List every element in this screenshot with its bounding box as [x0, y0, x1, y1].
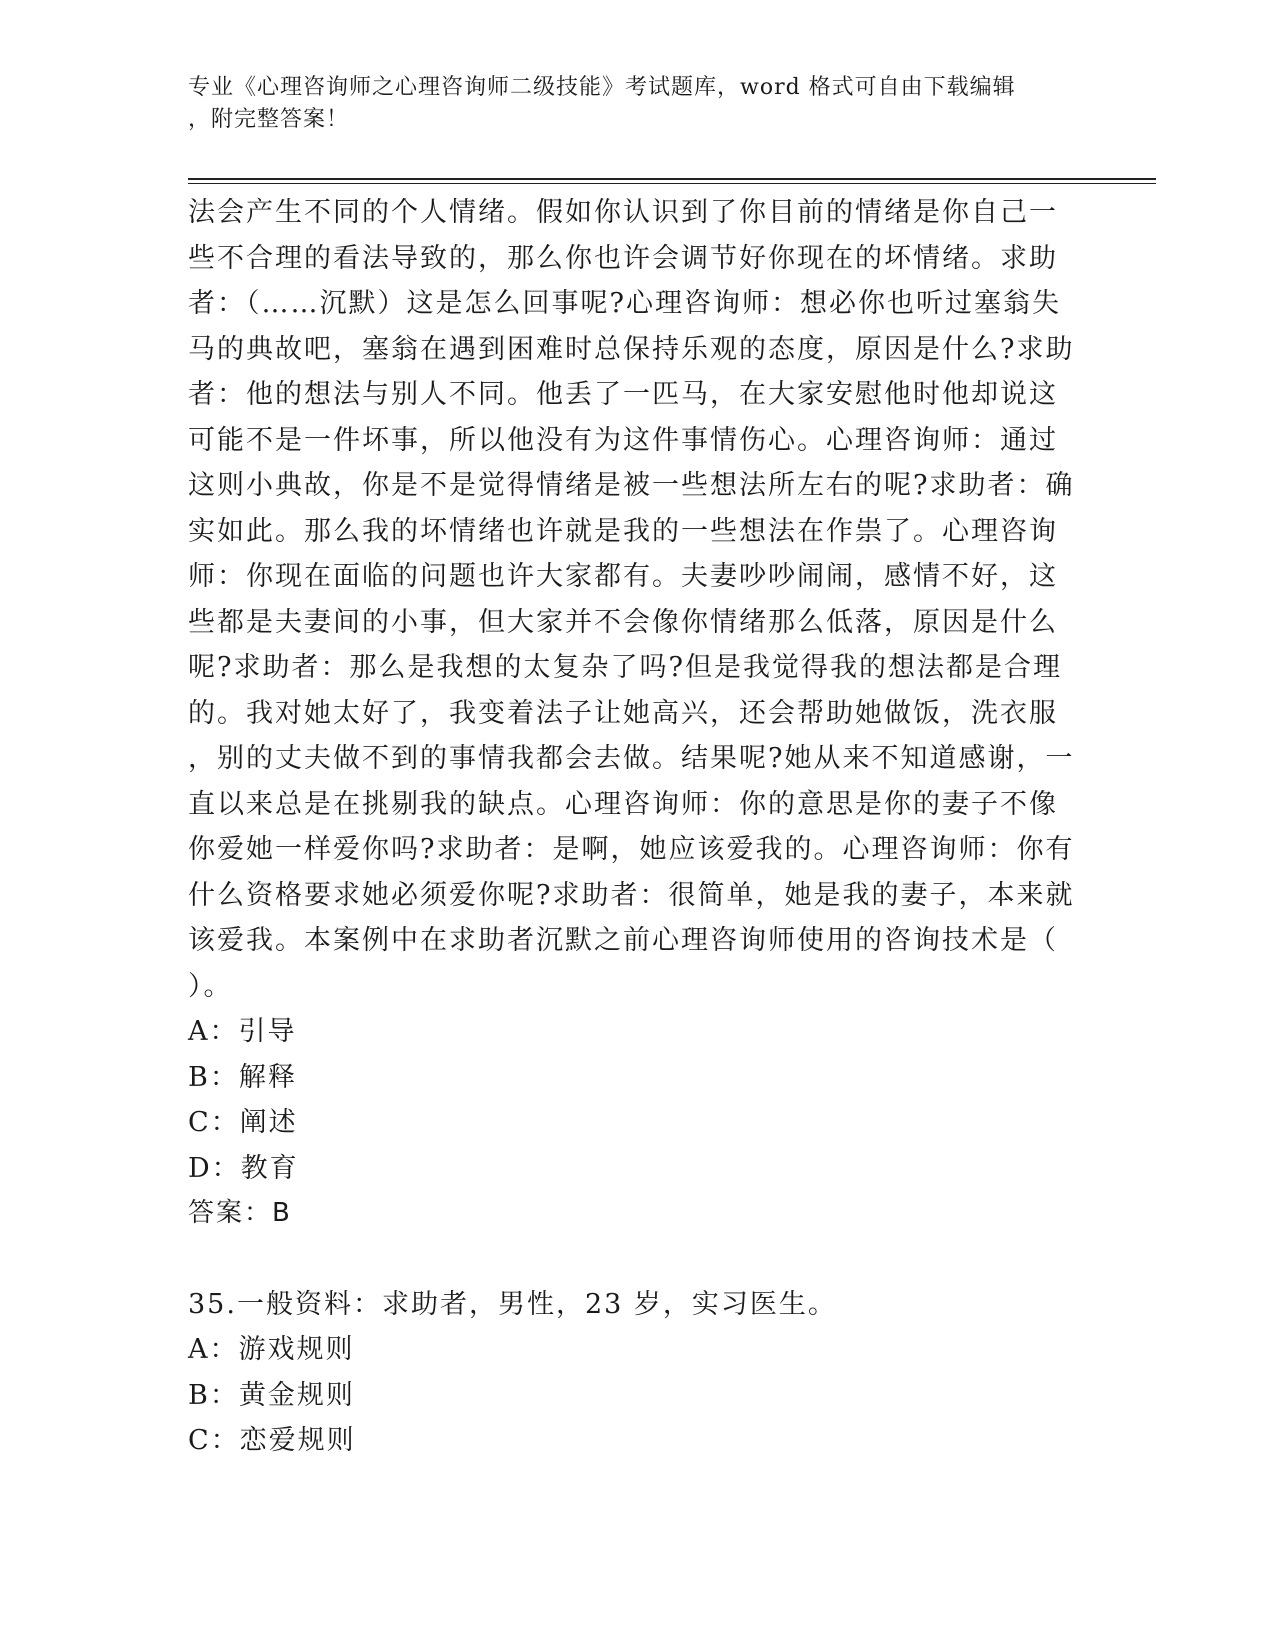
text-line: 什么资格要求她必须爱你呢?求助者：很简单，她是我的妻子，本来就 [188, 879, 1075, 911]
spacer [188, 1237, 1078, 1282]
text-line: ，别的丈夫做不到的事情我都会去做。结果呢?她从来不知道感谢，一 [188, 743, 1075, 774]
header-line-1: 专业《心理咨询师之心理咨询师二级技能》考试题库，word 格式可自由下载编辑 [188, 75, 1016, 100]
option-d: D：教育 [188, 1152, 299, 1184]
text-line: ）。 [188, 970, 233, 1002]
text-line: 者：（……沉默）这是怎么回事呢?心理咨询师：想必你也听过塞翁失 [188, 288, 1061, 319]
header-divider-thick [188, 178, 1156, 180]
text-line: 些不合理的看法导致的，那么你也许会调节好你现在的坏情绪。求助 [188, 242, 1058, 274]
text-line: 实如此。那么我的坏情绪也许就是我的一些想法在作祟了。心理咨询 [188, 515, 1058, 547]
question-35-stem: 35.一般资料：求助者，男性，23 岁，实习医生。 [188, 1288, 837, 1320]
option-c: C：恋爱规则 [188, 1425, 356, 1456]
option-a: A：引导 [188, 1016, 297, 1047]
header-line-2: ，附完整答案！ [188, 107, 350, 132]
text-line: 师：你现在面临的问题也许大家都有。夫妻吵吵闹闹，感情不好，这 [188, 561, 1058, 592]
header-divider-thin [188, 183, 1156, 184]
question-34-text [188, 190, 1078, 1009]
text-line: 你爱她一样爱你吗?求助者：是啊，她应该爱我的。心理咨询师：你有 [188, 834, 1075, 865]
option-a: A：游戏规则 [188, 1334, 355, 1365]
document-body [188, 190, 1078, 1464]
text-line: 直以来总是在挑剔我的缺点。心理咨询师：你的意思是你的妻子不像 [188, 788, 1058, 820]
text-line: 些都是夫妻间的小事，但大家并不会像你情绪那么低落，原因是什么 [188, 606, 1058, 638]
text-line: 者：他的想法与别人不同。他丢了一匹马，在大家安慰他时他却说这 [188, 379, 1058, 410]
text-line: 可能不是一件坏事，所以他没有为这件事情伤心。心理咨询师：通过 [188, 424, 1058, 456]
option-b: B：黄金规则 [188, 1379, 355, 1411]
text-line: 马的典故吧，塞翁在遇到困难时总保持乐观的态度，原因是什么?求助 [188, 333, 1075, 365]
option-b: B：解释 [188, 1061, 297, 1093]
option-c: C：阐述 [188, 1107, 298, 1138]
document-header [188, 72, 1088, 136]
text-line: 呢?求助者：那么是我想的太复杂了吗?但是我觉得我的想法都是合理 [188, 652, 1062, 683]
text-line: 这则小典故，你是不是觉得情绪是被一些想法所左右的呢?求助者：确 [188, 470, 1075, 501]
answer-text: 答案：B [188, 1198, 292, 1228]
text-line: 该爱我。本案例中在求助者沉默之前心理咨询师使用的咨询技术是（ [188, 925, 1058, 956]
text-line: 法会产生不同的个人情绪。假如你认识到了你目前的情绪是你自己一 [188, 197, 1058, 228]
text-line: 的。我对她太好了，我变着法子让她高兴，还会帮助她做饭，洗衣服 [188, 697, 1058, 729]
